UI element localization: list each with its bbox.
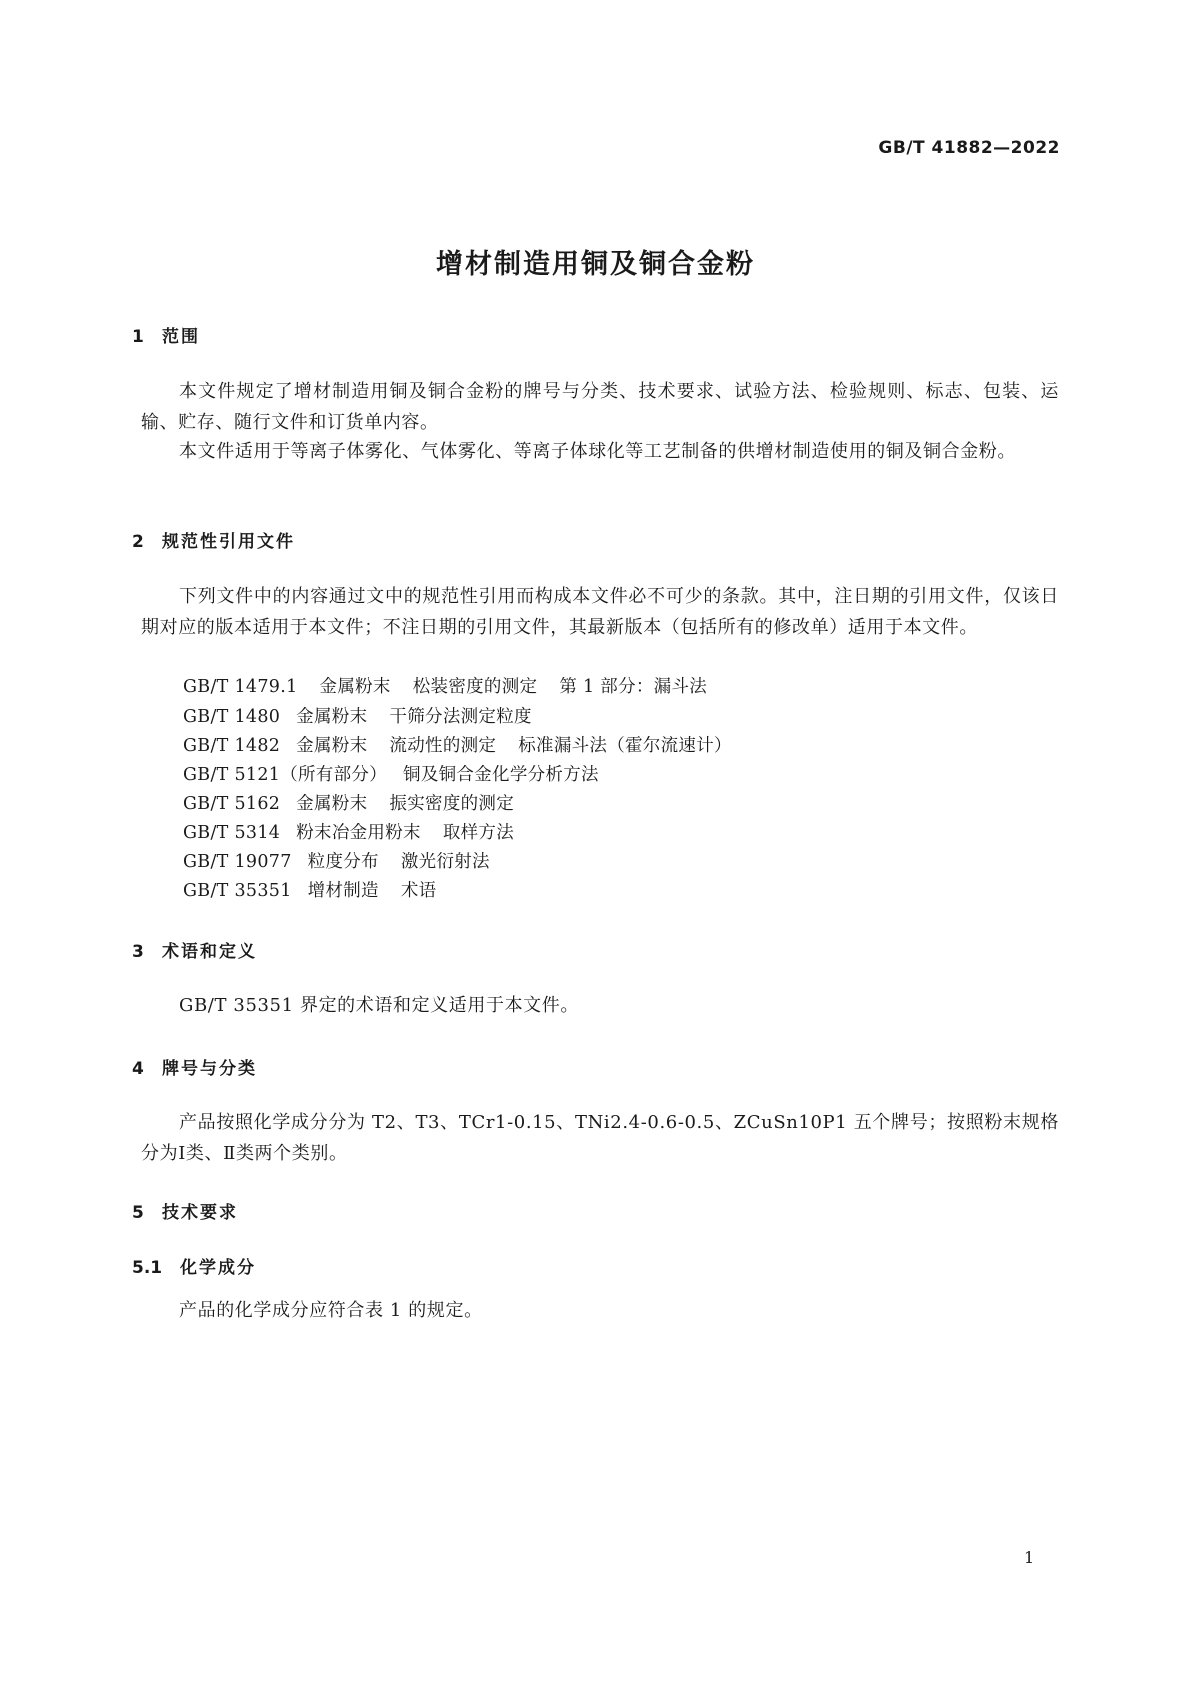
section-1-paragraph-1: 本文件规定了增材制造用铜及铜合金粉的牌号与分类、技术要求、试验方法、检验规则、标志、包装、运输、贮存、随行文件和订货单内容。 — [141, 381, 1059, 433]
reference-title-part: 粒度分布 — [307, 852, 379, 872]
section-title: 技术要求 — [162, 1203, 238, 1223]
section-4-heading — [132, 1054, 257, 1079]
reference-title-part: 增材制造 — [307, 881, 379, 901]
section-title: 范围 — [162, 327, 200, 347]
section-number: 1 — [132, 327, 144, 347]
reference-title-part: 铜及铜合金化学分析方法 — [403, 765, 599, 785]
reference-title-part: 流动性的测定 — [389, 736, 497, 756]
section-number: 2 — [132, 532, 144, 552]
document-title: 增材制造用铜及铜合金粉 — [436, 249, 755, 280]
section-number: 5.1 — [132, 1258, 163, 1278]
reference-code: GB/T 35351 — [183, 881, 292, 901]
reference-title-part: 术语 — [400, 881, 437, 901]
reference-item — [183, 673, 707, 698]
section-title: 术语和定义 — [162, 942, 257, 962]
section-2-heading — [132, 527, 295, 552]
reference-item — [183, 848, 490, 873]
reference-code: GB/T 5121（所有部分） — [183, 765, 388, 785]
section-1-paragraph-2: 本文件适用于等离子体雾化、气体雾化、等离子体球化等工艺制备的供增材制造使用的铜及铜合金粉。 — [179, 441, 1016, 462]
reference-title-part: 取样方法 — [442, 823, 515, 843]
section-1-heading — [132, 322, 200, 347]
reference-item — [183, 877, 436, 902]
section-5-1-heading — [132, 1253, 256, 1278]
reference-item — [183, 819, 514, 844]
reference-title-part: 激光衍射法 — [400, 852, 490, 872]
section-number: 4 — [132, 1059, 144, 1079]
reference-title-part: 标准漏斗法（霍尔流速计） — [518, 736, 732, 756]
section-3-heading — [132, 937, 257, 962]
reference-title-part: 第 1 部分：漏斗法 — [559, 677, 708, 697]
section-title: 牌号与分类 — [162, 1059, 257, 1079]
reference-title-part: 粉末冶金用粉末 — [296, 823, 421, 843]
section-number: 3 — [132, 942, 144, 962]
reference-code: GB/T 1480 — [183, 707, 281, 727]
section-5-1-paragraph: 产品的化学成分应符合表 1 的规定。 — [179, 1300, 483, 1321]
reference-item — [183, 732, 732, 757]
section-number: 5 — [132, 1203, 144, 1223]
reference-code: GB/T 5314 — [183, 823, 281, 843]
standard-number: GB/T 41882—2022 — [878, 138, 1060, 158]
reference-code: GB/T 1479.1 — [183, 677, 298, 697]
section-2-intro: 下列文件中的内容通过文中的规范性引用而构成本文件必不可少的条款。其中，注日期的引用文件，仅该日期对应的版本适用于本文件；不注日期的引用文件，其最新版本（包括所有的修改单）适用于本文件。 — [141, 586, 1059, 638]
reference-code: GB/T 5162 — [183, 794, 281, 814]
reference-title-part: 干筛分法测定粒度 — [389, 707, 532, 727]
reference-item — [183, 790, 514, 815]
section-title: 规范性引用文件 — [162, 532, 295, 552]
reference-code: GB/T 1482 — [183, 736, 281, 756]
section-title: 化学成分 — [180, 1258, 256, 1278]
reference-title-part: 金属粉末 — [319, 677, 391, 697]
reference-title-part: 松装密度的测定 — [412, 677, 538, 697]
reference-item — [183, 703, 532, 728]
section-5-heading — [132, 1198, 238, 1223]
section-4-paragraph: 产品按照化学成分分为 T2、T3、TCr1-0.15、TNi2.4-0.6-0.5、ZCuSn10P1 五个牌号；按照粉末规格分为Ⅰ类、Ⅱ类两个类别。 — [141, 1112, 1059, 1164]
reference-item — [183, 761, 599, 786]
reference-title-part: 金属粉末 — [296, 736, 368, 756]
reference-title-part: 金属粉末 — [296, 794, 368, 814]
reference-title-part: 振实密度的测定 — [389, 794, 515, 814]
section-3-paragraph: GB/T 35351 界定的术语和定义适用于本文件。 — [179, 995, 579, 1016]
page-number: 1 — [1024, 1548, 1035, 1567]
reference-title-part: 金属粉末 — [296, 707, 368, 727]
reference-code: GB/T 19077 — [183, 852, 292, 872]
